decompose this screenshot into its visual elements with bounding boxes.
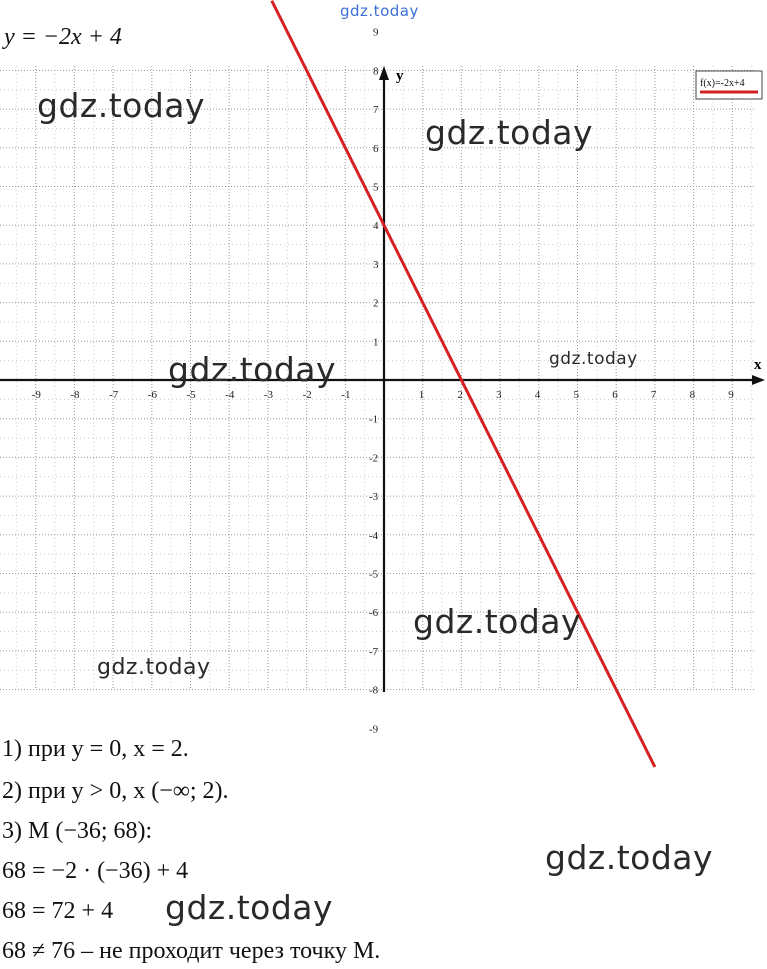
x-tick-label: -2 — [302, 389, 312, 401]
solution-line-3: 3) M (−36; 68): — [2, 818, 153, 844]
solution-line-6: 68 ≠ 76 – не проходит через точку M. — [2, 938, 381, 964]
y-tick-label: 9 — [373, 26, 379, 39]
watermark: gdz.today — [97, 655, 211, 680]
x-tick-label: 2 — [457, 389, 463, 401]
y-tick-label: 3 — [373, 258, 379, 271]
y-tick-label: 1 — [373, 336, 379, 349]
watermark: gdz.today — [425, 113, 594, 152]
y-tick-label: -2 — [369, 452, 379, 465]
watermark: gdz.today — [545, 838, 714, 877]
x-tick-label: -7 — [109, 389, 119, 401]
y-tick-label: -6 — [369, 607, 379, 620]
x-tick-label: -9 — [31, 389, 41, 401]
x-tick-label: 3 — [496, 389, 502, 401]
watermark: gdz.today — [168, 350, 337, 389]
solution-line-4: 68 = −2 · (−36) + 4 — [2, 858, 189, 884]
x-tick-label: -4 — [225, 389, 235, 401]
grid-lines — [0, 66, 755, 690]
watermark-top: gdz.today — [340, 2, 419, 20]
y-tick-label: -8 — [369, 684, 379, 697]
y-tick-label: -1 — [369, 413, 379, 426]
axes — [0, 66, 765, 692]
watermark: gdz.today — [37, 86, 206, 125]
y-tick-label: -5 — [369, 568, 379, 581]
y-tick-label: 5 — [373, 181, 379, 194]
legend-label: f(x)=-2x+4 — [700, 78, 745, 89]
x-tick-label: 7 — [650, 389, 657, 401]
solution-line-5: 68 = 72 + 4 — [2, 898, 114, 924]
y-tick-label: -4 — [369, 529, 379, 542]
y-tick-label: -3 — [369, 491, 379, 504]
x-tick-label: 8 — [689, 389, 696, 401]
x-tick-label: 1 — [418, 389, 425, 401]
watermark: gdz.today — [413, 602, 582, 641]
watermark: gdz.today — [165, 888, 334, 927]
x-axis-label: x — [754, 357, 762, 373]
solution-line-2: 2) при y > 0, x (−∞; 2). — [2, 778, 229, 804]
x-tick-label: -1 — [341, 389, 351, 401]
solution-line-1: 1) при y = 0, x = 2. — [2, 736, 189, 762]
x-tick-label: -8 — [70, 389, 80, 401]
y-tick-label: -9 — [369, 723, 379, 736]
x-tick-label: -3 — [263, 389, 274, 401]
x-tick-label: 9 — [728, 389, 734, 401]
watermark: gdz.today — [549, 349, 638, 369]
x-tick-label: 4 — [534, 389, 541, 401]
y-axis-label: y — [396, 68, 404, 84]
y-tick-label: 7 — [373, 104, 379, 117]
y-tick-label: -7 — [369, 645, 379, 658]
y-axis-arrow — [379, 66, 389, 80]
x-axis-arrow — [752, 375, 765, 385]
legend — [696, 71, 762, 99]
y-tick-label: 4 — [373, 220, 379, 233]
x-tick-label: 5 — [573, 389, 579, 401]
x-tick-label: -6 — [147, 389, 157, 401]
y-tick-label: 6 — [373, 142, 379, 155]
y-tick-label: 8 — [373, 65, 379, 78]
x-tick-label: -5 — [186, 389, 196, 401]
y-tick-label: 2 — [373, 297, 379, 310]
x-tick-label: 6 — [612, 389, 618, 401]
equation-heading: y = −2x + 4 — [4, 24, 122, 50]
